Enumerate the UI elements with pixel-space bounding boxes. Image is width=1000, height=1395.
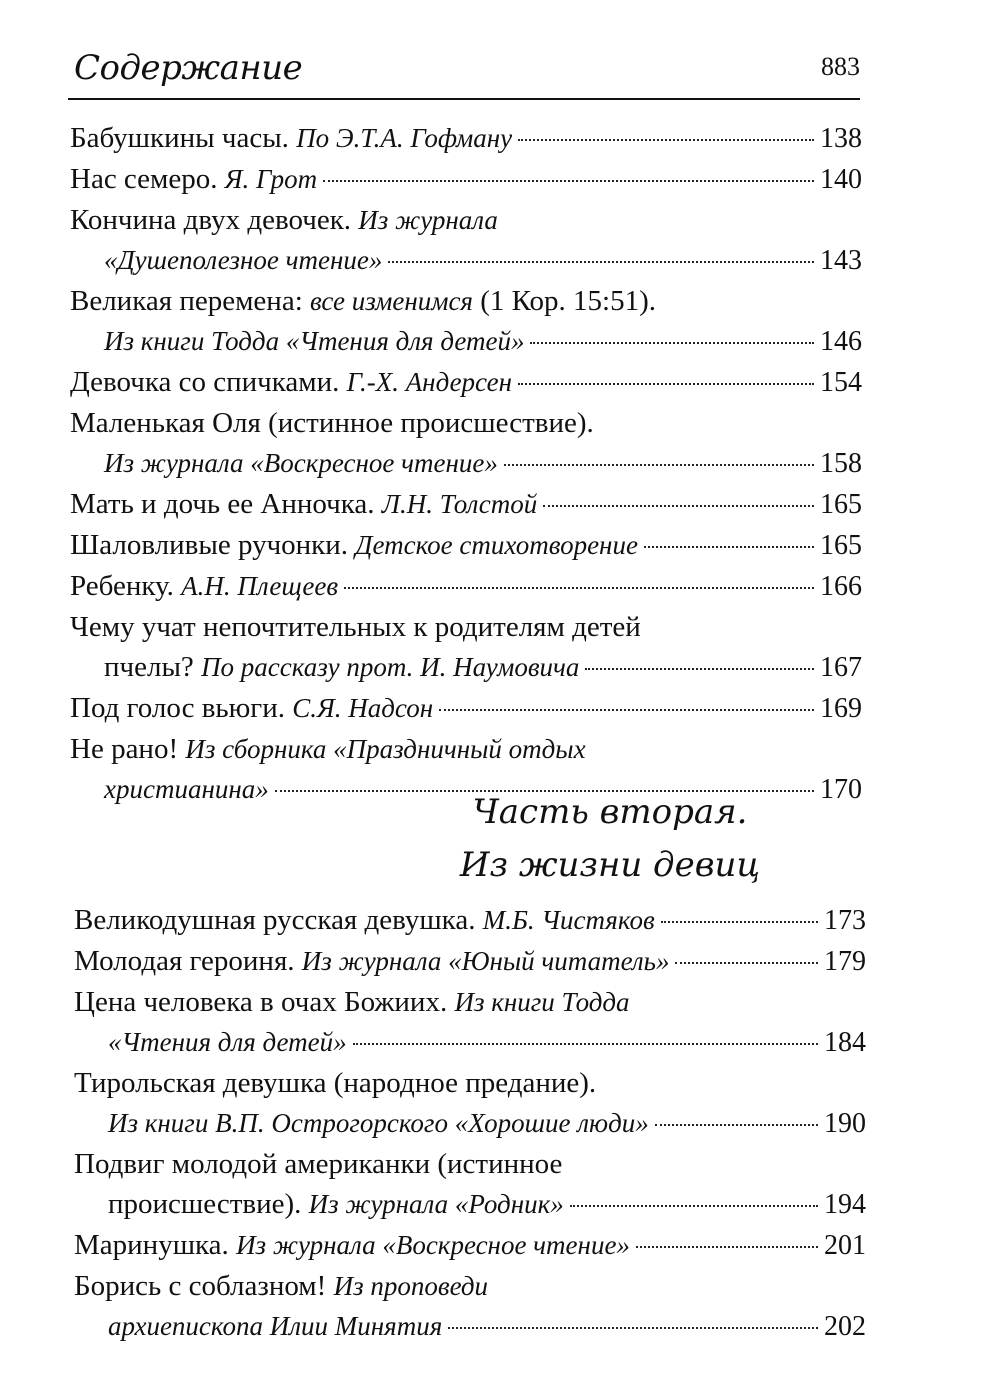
dot-leader: [353, 1043, 818, 1045]
toc-line-text: [108, 1103, 649, 1143]
toc-line-text: [70, 362, 512, 402]
entry-title: происшествие).: [108, 1188, 309, 1220]
toc-entry: [70, 566, 862, 607]
entry-title: Великодушная русская девушка.: [74, 904, 483, 936]
entry-source: М.Б. Чистяков: [482, 905, 655, 935]
toc-line: [74, 900, 866, 941]
toc-entry: [70, 281, 862, 362]
toc-entry: [74, 1144, 866, 1225]
toc-line-text: [74, 1063, 596, 1103]
entry-title: Кончина двух девочек.: [70, 204, 359, 236]
toc-line: [70, 729, 862, 769]
toc-line-text: [74, 1225, 630, 1265]
dot-leader: [655, 1124, 818, 1126]
entry-page-number: 138: [820, 123, 862, 154]
entry-source: «Душеполезное чтение»: [104, 245, 383, 275]
toc-line-text: [74, 941, 669, 981]
entry-source: христианина»: [104, 774, 269, 804]
entry-source: все изменимся: [310, 286, 473, 316]
toc-line: [70, 484, 862, 525]
section-heading-title: Из жизни девиц: [459, 845, 761, 885]
toc-entry: [74, 900, 866, 941]
toc-entry: [70, 200, 862, 281]
toc-line: [74, 1063, 866, 1103]
entry-title: Ребенку.: [70, 570, 182, 602]
entry-source: Из журнала «Родник»: [308, 1189, 564, 1219]
entry-page-number: 166: [820, 571, 862, 602]
toc-line: [74, 1022, 866, 1063]
toc-line-text: [74, 900, 655, 940]
toc-line: [70, 321, 862, 362]
dot-leader: [504, 464, 814, 466]
toc-entry: [70, 484, 862, 525]
dot-leader: [518, 139, 814, 141]
page-number: 883: [821, 52, 860, 81]
entry-source: Из журнала «Воскресное чтение»: [104, 448, 498, 478]
entry-source: По рассказу прот. И. Наумовича: [201, 652, 580, 682]
entry-page-number: 190: [824, 1108, 866, 1139]
entry-source: Из книги Тодда: [454, 987, 630, 1017]
header-title: Содержание: [74, 48, 303, 88]
toc-line: [70, 281, 862, 321]
toc-line-text: [104, 321, 524, 361]
entry-title: Маринушка.: [74, 1229, 237, 1261]
toc-entry: [70, 607, 862, 688]
toc-line-text: [108, 1022, 347, 1062]
toc-line-text: [108, 1184, 564, 1224]
entry-title: Не рано!: [70, 733, 186, 765]
toc-entry: [74, 1225, 866, 1266]
dot-leader: [570, 1205, 818, 1207]
entry-page-number: 170: [820, 774, 862, 805]
toc-line: [74, 1266, 866, 1306]
toc-entry: [74, 982, 866, 1063]
toc-line: [74, 1103, 866, 1144]
toc-line: [74, 1225, 866, 1266]
toc-line-text: [108, 1306, 442, 1346]
toc-entry: [70, 525, 862, 566]
entry-source: С.Я. Надсон: [292, 693, 434, 723]
dot-leader: [344, 587, 814, 589]
toc-line-text: [70, 729, 586, 769]
dot-leader: [675, 962, 818, 964]
entry-source: Детское стихотворение: [355, 530, 638, 560]
toc-line: [70, 240, 862, 281]
entry-source: Из проповеди: [333, 1271, 489, 1301]
entry-title: Маленькая Оля (истинное происшествие).: [70, 407, 594, 439]
toc-entry: [70, 118, 862, 159]
entry-page-number: 143: [820, 245, 862, 276]
dot-leader: [439, 709, 814, 711]
entry-reference: (1 Кор. 15:51).: [472, 285, 657, 317]
toc-line: [74, 982, 866, 1022]
entry-title: Цена человека в очах Божиих.: [74, 986, 455, 1018]
entry-page-number: 179: [824, 946, 866, 977]
entry-source: Из журнала «Юный читатель»: [301, 946, 670, 976]
dot-leader: [636, 1246, 818, 1248]
toc-line: [74, 1184, 866, 1225]
entry-title: Под голос вьюги.: [70, 692, 293, 724]
toc-line: [74, 1144, 866, 1184]
entry-title: Молодая героиня.: [74, 945, 302, 977]
toc-line: [70, 688, 862, 729]
toc-line-text: [70, 688, 433, 728]
entry-source: Из журнала «Воскресное чтение»: [236, 1230, 630, 1260]
entry-source: «Чтения для детей»: [108, 1027, 347, 1057]
toc-line: [70, 566, 862, 607]
toc-line-text: [104, 443, 498, 483]
toc-entry: [74, 941, 866, 982]
dot-leader: [323, 180, 814, 182]
entry-title: пчелы?: [104, 651, 202, 683]
toc-line: [70, 403, 862, 443]
entry-page-number: 201: [824, 1230, 866, 1261]
entry-title: Великая перемена:: [70, 285, 311, 317]
toc-line: [70, 159, 862, 200]
toc-line: [74, 1306, 866, 1347]
toc-line-text: [70, 281, 656, 321]
entry-page-number: 158: [820, 448, 862, 479]
running-header: [68, 40, 860, 100]
toc-entry: [74, 1266, 866, 1347]
toc-line: [74, 941, 866, 982]
entry-source: А.Н. Плещеев: [181, 571, 339, 601]
toc-entry: [70, 159, 862, 200]
entry-page-number: 146: [820, 326, 862, 357]
entry-title: Подвиг молодой американки (истинное: [74, 1148, 563, 1180]
entry-page-number: 167: [820, 652, 862, 683]
entry-title: Тирольская девушка (народное предание).: [74, 1067, 597, 1099]
entry-page-number: 202: [824, 1311, 866, 1342]
entry-page-number: 140: [820, 164, 862, 195]
dot-leader: [644, 546, 814, 548]
dot-leader: [388, 261, 814, 263]
toc-line-text: [70, 607, 641, 647]
entry-page-number: 169: [820, 693, 862, 724]
toc-line-text: [74, 1266, 488, 1306]
entry-page-number: 194: [824, 1189, 866, 1220]
dot-leader: [530, 342, 814, 344]
dot-leader: [661, 921, 818, 923]
entry-page-number: 154: [820, 367, 862, 398]
toc-line: [70, 443, 862, 484]
toc-line-text: [104, 647, 579, 687]
toc-line: [70, 607, 862, 647]
entry-source: Г.-Х. Андерсен: [346, 367, 513, 397]
entry-title: Девочка со спичками.: [70, 366, 347, 398]
toc-line: [70, 647, 862, 688]
section-heading-part: Часть вторая.: [472, 792, 748, 832]
entry-source: Л.Н. Толстой: [381, 489, 538, 519]
toc-entry: [70, 403, 862, 484]
entry-source: Из сборника «Праздничный отдых: [185, 734, 586, 764]
entry-source: Я. Грот: [224, 164, 318, 194]
toc-line-text: [70, 200, 498, 240]
toc-line: [70, 525, 862, 566]
toc-entry: [70, 688, 862, 729]
toc-part-one: [70, 118, 862, 810]
entry-title: Чему учат непочтительных к родителям детей: [70, 611, 641, 643]
entry-source: Из книги Тодда «Чтения для детей»: [104, 326, 525, 356]
entry-source: Из журнала: [358, 205, 498, 235]
toc-line-text: [74, 1144, 562, 1184]
toc-line-text: [74, 982, 630, 1022]
entry-page-number: 173: [824, 905, 866, 936]
toc-line-text: [70, 403, 594, 443]
entry-page-number: 165: [820, 489, 862, 520]
dot-leader: [518, 383, 814, 385]
toc-line-text: [70, 118, 512, 158]
toc-line: [70, 362, 862, 403]
toc-line-text: [104, 240, 382, 280]
entry-source: Из книги В.П. Острогорского «Хорошие люди»: [108, 1108, 649, 1138]
toc-line-text: [70, 159, 317, 199]
toc-entry: [74, 1063, 866, 1144]
toc-entry: [70, 362, 862, 403]
entry-title: Мать и дочь ее Анночка.: [70, 488, 382, 520]
entry-source: архиепископа Илии Минятия: [108, 1311, 443, 1341]
entry-title: Борись с соблазном!: [74, 1270, 334, 1302]
dot-leader: [585, 668, 814, 670]
entry-title: Нас семеро.: [70, 163, 225, 195]
toc-line-text: [70, 566, 338, 606]
toc-line-text: [70, 525, 638, 565]
entry-page-number: 184: [824, 1027, 866, 1058]
entry-page-number: 165: [820, 530, 862, 561]
toc-part-two: [74, 900, 866, 1347]
toc-line: [70, 118, 862, 159]
entry-title: Бабушкины часы.: [70, 122, 297, 154]
dot-leader: [543, 505, 814, 507]
dot-leader: [448, 1327, 818, 1329]
toc-line: [70, 200, 862, 240]
entry-source: По Э.Т.А. Гофману: [296, 123, 513, 153]
toc-line-text: [70, 484, 537, 524]
entry-title: Шаловливые ручонки.: [70, 529, 356, 561]
